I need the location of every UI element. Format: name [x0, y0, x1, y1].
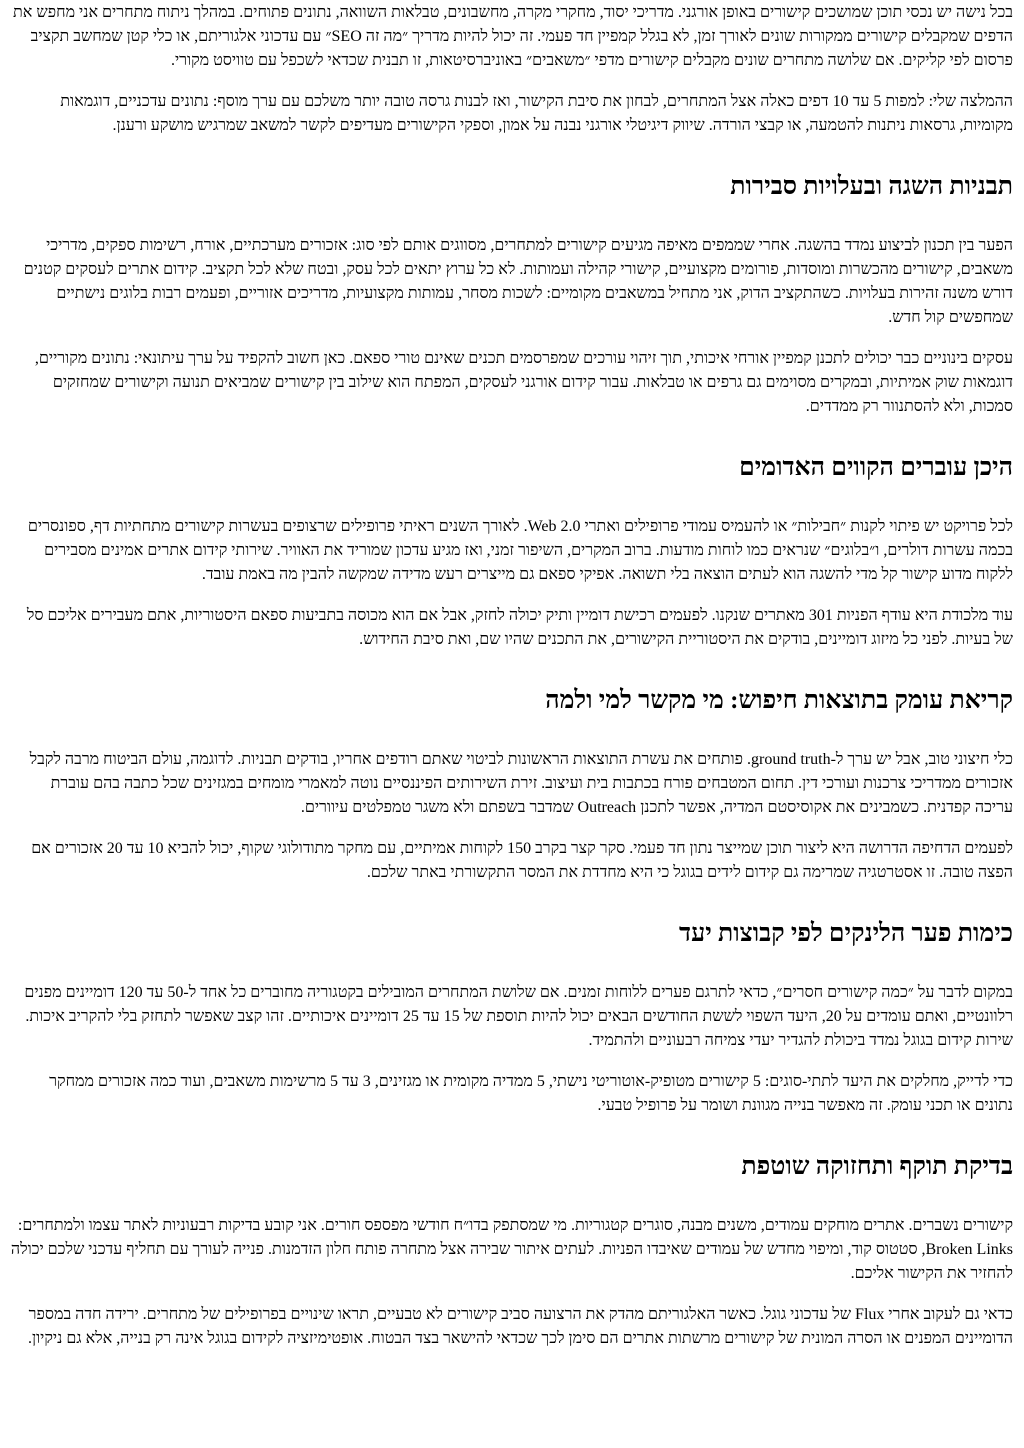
intro-paragraph: ההמלצה שלי: למפות 5 עד 10 דפים כאלה אצל המתחרים, לבחון את סיבת הקישור, ואז לבנות גרסה טובה יותר משלכם עם ערך מוסף: נתונים עדכניים, דוגמאות מקומיות, גרסאות ניתנות להטמעה, או קבצי הורדה. שיווק דיגיטלי אורגני נבנה על אמון, וספקי הקישורים מעדיפים לקשר למשאב שמרגיש מושקע ורענן.	[60, 93, 1013, 134]
section-paragraph: לכל פרויקט יש פיתוי לקנות ״חבילות״ או להעמיס עמודי פרופילים ואתרי Web 2.0. לאורך השנים ראיתי פרופילים שרצופים בעשרות קישורים מתחתיות דף, ספונסרים בכמה עשרות דולרים, ו״בלוגים״ שנראים כמו לוחות מודעות. ברוב המקרים, השיפור זמני, ואז מגיע עדכון שמוריד את האוויר. שירותי קידום אתרים אמינים מסבירים ללקוח מדוע קישור קל מדי להשגה הוא לעתים הוצאה בלי תשואה. אפיקי ספאם גם מייצרים רעש מדידה שמקשה להבין מה באמת עובד.	[27, 518, 1013, 583]
section-heading: היכן עוברים הקווים האדומים	[739, 454, 1013, 481]
article	[10, 0, 1013, 1351]
section-heading: בדיקת תוקף ותחזוקה שוטפת	[741, 1153, 1013, 1180]
section-paragraph: לפעמים הדחיפה הדרושה היא ליצור תוכן שמייצר נתון חד פעמי. סקר קצר בקרב 150 לקוחות אמיתיים, עם מחקר מתודולוגי שקוף, יכול להביא 10 עד 20 אזכורים אם הפצה טובה. זו אסטרטגיה שמרימה גם קידום לידים בגוגל כי היא מחדדת את המסר התקשורתי באתר שלכם.	[31, 840, 1013, 881]
section-paragraph: כדי לדייק, מחלקים את היעד לתתי-סוגים: 5 קישורים מטופיק-אוטוריטי נישתי, 5 ממדיה מקומית או מגזינים, 3 עד 5 מרשימות משאבים, ועוד כמה אזכורים ממחקר נתונים או תכני עומק. זה מאפשר בנייה מגוונת ושומר על פרופיל טבעי.	[49, 1073, 1013, 1114]
section-heading: כימות פער הלינקים לפי קבוצות יעד	[679, 920, 1013, 947]
section-paragraph: עוד מלכודת היא עודף הפניות 301 מאתרים שנקנו. לפעמים רכישת דומיין ותיק יכולה לחזק, אבל אם הוא מכוסה בתביעות ספאם היסטוריות, אתם מעבירים אליכם סל של בעיות. לפני כל מיזוג דומיינים, בודקים את היסטוריית הקישורים, את התכנים שהיו שם, ואת סיבת החידוש.	[26, 607, 1013, 648]
section-heading: תבניות השגה ובעלויות סבירות	[730, 173, 1013, 200]
section-heading: קריאת עומק בתוצאות חיפוש: מי מקשר למי ולמה	[545, 687, 1013, 714]
section-paragraph: עסקים בינוניים כבר יכולים לתכנן קמפיין אורחי איכותי, תוך זיהוי עורכים שמפרסמים תכנים שאינם טורי ספאם. כאן חשוב להקפיד על ערך עיתונאי: נתונים מקוריים, דוגמאות שוק אמיתיות, ובמקרים מסוימים גם גרפים או טבלאות. עבור קידום אורגני לעסקים, המפתח הוא שילוב בין קישורים שמביאים תנועה וקישורים שמחזקים סמכות, ולא להסתנוור רק ממדדים.	[34, 350, 1013, 415]
section-paragraph: במקום לדבר על ״כמה קישורים חסרים״, כדאי לתרגם פערים ללוחות זמנים. אם שלושת המתחרים המובילים בקטגוריה מחוברים כל אחד ל-50 עד 120 דומיינים מפנים רלוונטיים, ואתם עומדים על 20, היעד השפוי לששת החודשים הבאים יכול להיות תוספת של 15 עד 25 דומיינים איכותיים. זהו קצב שאפשר לתחזק בלי להקריב איכות. שירות קידום בגוגל נמדד ביכולת להגדיר יעדי צמיחה רבעוניים ולהתמיד.	[24, 984, 1013, 1049]
section-paragraph: קישורים נשברים. אתרים מוחקים עמודים, משנים מבנה, סוגרים קטגוריות. מי שמסתפק בדו״ח חודשי מפספס חורים. אני קובע בדיקות רבעוניות לאתר עצמו ולמתחרים: Broken Links, סטטוס קוד, ומיפוי מחדש של עמודים שאיבדו הפניות. לעתים איתור שבירה אצל מתחרה פותח חלון הזדמנות. פנייה לעורך עם תחליף עדכני שלכם יכולה להחזיר את הקישור אליכם.	[10, 1217, 1013, 1282]
section-paragraph: כלי חיצוני טוב, אבל יש ערך ל-ground truth. פותחים את עשרת התוצאות הראשונות לביטוי שאתם רודפים אחריו, בודקים תבניות. לדוגמה, עולם הביטוח מרבה לקבל אזכורים ממדריכי צרכנות ועורכי דין. תחום המטבחים פורח בכתבות בית ועיצוב. זירת השירותים הפיננסיים נוטה למאמרי מומחים במגזינים שכל כתבה בהם עוברת עריכה קפדנית. כשמבינים את אקוסיסטם המדיה, אפשר לתכנן Outreach שמדבר בשפתם ולא משגר טמפלטים עיוורים.	[29, 751, 1013, 816]
intro-paragraph: בכל נישה יש נכסי תוכן שמושכים קישורים באופן אורגני. מדריכי יסוד, מחקרי מקרה, מחשבונים, טבלאות השוואה, נתונים פתוחים. במהלך ניתוח מתחרים אני מחפש את הדפים שמקבלים קישורים ממקורות שונים לאורך זמן, לא בגלל קמפיין חד פעמי. זה יכול להיות מדריך ״מה זה SEO״ עם עדכוני אלגוריתם, או כלי קטן שמחשב תקציב פרסום לפי קליקים. אם שלושה מתחרים שונים מקבלים קישורים מדפי ״משאבים״ באוניברסיטאות, זו תבנית שכדאי לשכפל עם טוויסט מקורי.	[13, 4, 1013, 69]
section-paragraph: כדאי גם לעקוב אחרי Flux של עדכוני גוגל. כאשר האלגוריתם מהדק את הרצועה סביב קישורים לא טבעיים, תראו שינויים בפרופילים של מתחרים. ירידה חדה במספר הדומיינים המפנים או הסרה המונית של קישורים מרשתות אתרים הם סימן לכך שכדאי להישאר בצד הבטוח. אופטימיזציה לקידום בגוגל אינה רק בנייה, אלא גם ניקיון.	[27, 1306, 1013, 1347]
section-paragraph: הפער בין תכנון לביצוע נמדד בהשגה. אחרי שממפים מאיפה מגיעים קישורים למתחרים, מסווגים אותם לפי סוג: אזכורים מערכתיים, אורח, רשימות ספקים, מדריכי משאבים, קישורים מהכשרות ומוסדות, פורומים מקצועיים, קישורי קהילה ועמותות. לא כל ערוץ יתאים לכל עסק, ובטח שלא לכל תקציב. קידום אתרים לעסקים קטנים דורש משנה זהירות בעלויות. כשהתקציב הדוק, אני מתחיל במשאבים מקומיים: לשכות מסחר, עמותות מקצועיות, מדריכים אזוריים, ופעמים רבות בלוגים נישתיים שמחפשים קול חדש.	[23, 237, 1013, 326]
